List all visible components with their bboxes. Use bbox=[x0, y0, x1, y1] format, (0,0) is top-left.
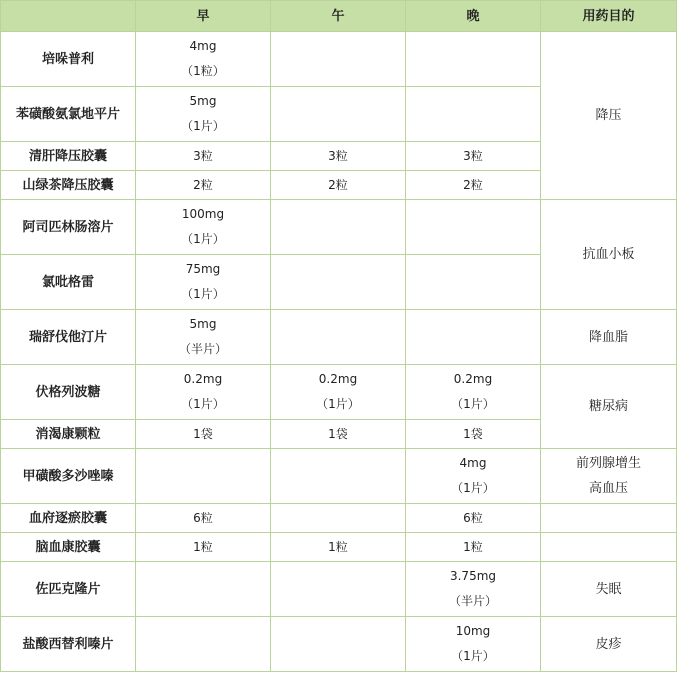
drug-name: 山绿茶降压胶囊 bbox=[1, 171, 136, 200]
dose-line: （半片） bbox=[178, 342, 227, 356]
dose-line: （1片） bbox=[451, 397, 495, 411]
header-row bbox=[1, 1, 677, 32]
dose-noon bbox=[271, 449, 406, 504]
drug-name: 甲磺酸多沙唑嗪 bbox=[1, 449, 136, 504]
dose-line: 5mg bbox=[189, 317, 217, 331]
purpose-line: 前列腺增生 bbox=[575, 456, 641, 471]
dose-morning bbox=[136, 200, 271, 255]
dose-line: （1片） bbox=[316, 397, 360, 411]
dose-line: （1片） bbox=[181, 119, 225, 133]
drug-name: 盐酸西替利嗪片 bbox=[1, 617, 136, 672]
dose-line: 3.75mg bbox=[449, 569, 497, 583]
dose-evening bbox=[406, 504, 541, 533]
dose-morning bbox=[136, 504, 271, 533]
dose-line: 2粒 bbox=[328, 177, 348, 192]
purpose-cell bbox=[541, 365, 677, 449]
purpose-cell bbox=[541, 32, 677, 200]
dose-line: （1片） bbox=[181, 232, 225, 246]
dose-line: 3粒 bbox=[193, 148, 213, 163]
dose-line: 10mg bbox=[455, 624, 491, 638]
dose-line: （1粒） bbox=[181, 64, 225, 78]
purpose-cell bbox=[541, 310, 677, 365]
dose-evening bbox=[406, 420, 541, 449]
dose-evening bbox=[406, 87, 541, 142]
dose-line: （1片） bbox=[181, 287, 225, 301]
table-row bbox=[1, 533, 677, 562]
table-row bbox=[1, 449, 677, 504]
dose-evening bbox=[406, 365, 541, 420]
header-purpose: 用药目的 bbox=[541, 1, 677, 32]
dose-line: 5mg bbox=[189, 94, 217, 108]
dose-noon bbox=[271, 533, 406, 562]
drug-name: 消渴康颗粒 bbox=[1, 420, 136, 449]
dose-evening bbox=[406, 255, 541, 310]
dose-evening bbox=[406, 617, 541, 672]
table-row bbox=[1, 310, 677, 365]
drug-name: 清肝降压胶囊 bbox=[1, 142, 136, 171]
drug-name: 伏格列波糖 bbox=[1, 365, 136, 420]
dose-line: 2粒 bbox=[463, 177, 483, 192]
dose-noon bbox=[271, 504, 406, 533]
dose-morning bbox=[136, 310, 271, 365]
dose-line: 6粒 bbox=[463, 510, 483, 525]
dose-line: 1粒 bbox=[463, 539, 483, 554]
purpose-line: 糖尿病 bbox=[588, 399, 628, 414]
dose-morning bbox=[136, 562, 271, 617]
drug-name: 氯吡格雷 bbox=[1, 255, 136, 310]
dose-evening bbox=[406, 142, 541, 171]
dose-morning bbox=[136, 420, 271, 449]
dose-morning bbox=[136, 617, 271, 672]
purpose-line: 失眠 bbox=[595, 581, 622, 597]
dose-line: 0.2mg bbox=[318, 372, 358, 386]
dose-evening bbox=[406, 171, 541, 200]
dose-noon bbox=[271, 562, 406, 617]
dose-line: 6粒 bbox=[193, 510, 213, 525]
dose-noon bbox=[271, 365, 406, 420]
dose-line: 4mg bbox=[459, 456, 487, 470]
purpose-line: 皮疹 bbox=[595, 636, 622, 652]
dose-morning bbox=[136, 87, 271, 142]
drug-name: 培哚普利 bbox=[1, 32, 136, 87]
dose-line: 75mg bbox=[185, 262, 221, 276]
dose-morning bbox=[136, 32, 271, 87]
purpose-cell bbox=[541, 617, 677, 672]
table-row bbox=[1, 32, 677, 87]
dose-line: 3粒 bbox=[463, 148, 483, 163]
dose-evening bbox=[406, 310, 541, 365]
drug-name: 苯磺酸氨氯地平片 bbox=[1, 87, 136, 142]
dose-morning bbox=[136, 255, 271, 310]
drug-name: 脑血康胶囊 bbox=[1, 533, 136, 562]
dose-evening bbox=[406, 533, 541, 562]
dose-evening bbox=[406, 32, 541, 87]
dose-noon bbox=[271, 617, 406, 672]
dose-line: 3粒 bbox=[328, 148, 348, 163]
table-row bbox=[1, 365, 677, 420]
drug-name: 阿司匹林肠溶片 bbox=[1, 200, 136, 255]
dose-noon bbox=[271, 171, 406, 200]
purpose-line: 高血压 bbox=[588, 481, 628, 496]
header-evening: 晚 bbox=[406, 1, 541, 32]
dose-evening bbox=[406, 449, 541, 504]
dose-morning bbox=[136, 533, 271, 562]
drug-name: 血府逐瘀胶囊 bbox=[1, 504, 136, 533]
dose-line: 1袋 bbox=[328, 426, 348, 441]
dose-noon bbox=[271, 32, 406, 87]
dose-line: （半片） bbox=[448, 594, 497, 608]
dose-line: 0.2mg bbox=[453, 372, 493, 386]
header-morning: 早 bbox=[136, 1, 271, 32]
purpose-line: 抗血小板 bbox=[582, 247, 635, 262]
dose-line: （1片） bbox=[451, 649, 495, 663]
table-row bbox=[1, 504, 677, 533]
purpose-cell bbox=[541, 200, 677, 310]
dose-line: （1片） bbox=[181, 397, 225, 411]
dose-line: 4mg bbox=[189, 39, 217, 53]
header-noon: 午 bbox=[271, 1, 406, 32]
purpose-cell bbox=[541, 533, 677, 562]
dose-evening bbox=[406, 562, 541, 617]
drug-name: 佐匹克隆片 bbox=[1, 562, 136, 617]
dose-line: 1袋 bbox=[463, 426, 483, 441]
dose-morning bbox=[136, 142, 271, 171]
dose-line: （1片） bbox=[451, 481, 495, 495]
dose-noon bbox=[271, 420, 406, 449]
purpose-cell bbox=[541, 504, 677, 533]
dose-noon bbox=[271, 200, 406, 255]
dose-morning bbox=[136, 171, 271, 200]
dose-line: 1袋 bbox=[193, 426, 213, 441]
dose-line: 100mg bbox=[181, 207, 225, 221]
purpose-cell bbox=[541, 449, 677, 504]
dose-noon bbox=[271, 310, 406, 365]
purpose-cell bbox=[541, 562, 677, 617]
dose-noon bbox=[271, 87, 406, 142]
dose-line: 1粒 bbox=[193, 539, 213, 554]
dose-morning bbox=[136, 449, 271, 504]
purpose-line: 降血脂 bbox=[588, 329, 628, 345]
purpose-line: 降压 bbox=[595, 108, 622, 123]
table-row bbox=[1, 200, 677, 255]
dose-line: 1粒 bbox=[328, 539, 348, 554]
dose-line: 0.2mg bbox=[183, 372, 223, 386]
dose-line: 2粒 bbox=[193, 177, 213, 192]
dose-noon bbox=[271, 255, 406, 310]
drug-name: 瑞舒伐他汀片 bbox=[1, 310, 136, 365]
dose-evening bbox=[406, 200, 541, 255]
header-drug bbox=[1, 1, 136, 32]
table-row bbox=[1, 562, 677, 617]
dose-morning bbox=[136, 365, 271, 420]
dose-noon bbox=[271, 142, 406, 171]
table-row bbox=[1, 617, 677, 672]
